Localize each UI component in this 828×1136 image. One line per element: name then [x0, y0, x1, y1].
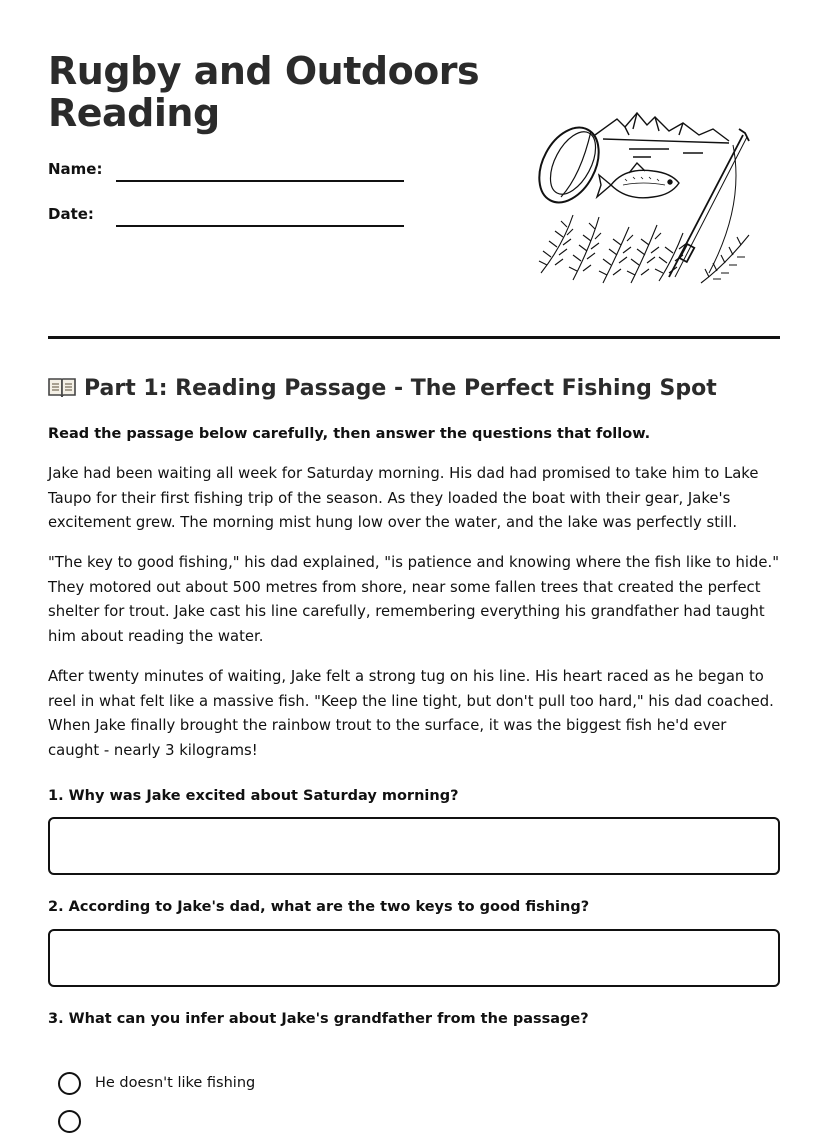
radio-button[interactable] — [58, 1072, 81, 1095]
worksheet-title — [48, 50, 479, 134]
name-write-line[interactable] — [116, 180, 404, 182]
instructions-text: Read the passage below carefully, then answer the questions that follow. — [48, 426, 651, 442]
question-2: 2. According to Jake's dad, what are the two keys to good fishing? — [48, 899, 590, 915]
title-line-1: Rugby and Outdoors — [48, 49, 480, 93]
section-title-text: Part 1: Reading Passage - The Perfect Fishing Spot — [84, 376, 717, 401]
date-write-line[interactable] — [116, 225, 404, 227]
option-label: He doesn't like fishing — [95, 1075, 256, 1091]
fishing-rod-icon — [669, 129, 749, 277]
rugby-fishing-illustration — [533, 105, 753, 290]
answer-box-1[interactable] — [48, 817, 780, 875]
passage-paragraph-1: Jake had been waiting all week for Saturday morning. His dad had promised to take him to Lake Taupo for their first fishing trip of the season. As they loaded the boat with their gear, Jake's excitement grew. The morning mist hung low over the water, and the lake was perfectly still. — [48, 465, 759, 531]
name-field — [48, 160, 408, 190]
trout-fish-icon — [597, 163, 679, 198]
radio-button[interactable] — [58, 1110, 81, 1133]
date-field — [48, 205, 408, 235]
ferns-icon — [539, 215, 749, 283]
name-label: Name: — [48, 160, 103, 178]
question-1: 1. Why was Jake excited about Saturday morning? — [48, 788, 459, 804]
section-title — [48, 374, 717, 404]
passage-paragraph-3: After twenty minutes of waiting, Jake felt a strong tug on his line. His heart raced as he began to reel in what felt like a massive fish. "Keep the line tight, but don't pull too hard," his dad coached. When Jake finally brought the rainbow trout to the surface, it was the biggest fish he'd ever caught - nearly 3 kilograms! — [48, 668, 774, 759]
date-label: Date: — [48, 205, 94, 223]
header-divider — [48, 336, 780, 339]
answer-box-2[interactable] — [48, 929, 780, 987]
question-3: 3. What can you infer about Jake's grandfather from the passage? — [48, 1011, 589, 1027]
passage-paragraph-2: "The key to good fishing," his dad explained, "is patience and knowing where the fish like to hide." They motored out about 500 metres from shore, near some fallen trees that created the perfect shelter for trout. Jake cast his line carefully, remembering everything his grandfather had taught him about reading the water. — [48, 554, 780, 645]
mountains-icon — [595, 113, 729, 157]
title-line-2: Reading — [48, 91, 220, 135]
open-book-icon — [48, 376, 76, 398]
